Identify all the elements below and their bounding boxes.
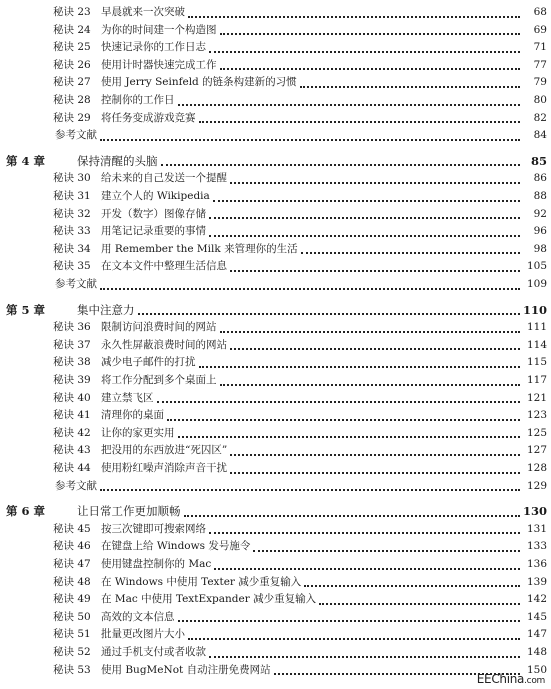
dot-leader [230,270,520,272]
toc-entry-row [0,110,551,127]
dot-leader [230,472,520,474]
entry-title: 高效的文本信息 [101,610,175,623]
page-number: 121 [526,391,547,404]
entry-number: 秘诀 23 [53,6,91,18]
dot-leader [209,532,520,534]
page-number: 79 [533,76,547,89]
page-number: 80 [533,94,547,106]
entry-number: 秘诀 24 [53,23,91,36]
page-number: 114 [526,338,547,351]
entry-title: 限制访问浪费时间的网站 [101,321,217,334]
entry-number: 秘诀 44 [53,462,91,474]
watermark-brand: EEChina [476,672,525,686]
entry-number: 秘诀 38 [53,356,91,369]
entry-number: 秘诀 34 [53,242,91,255]
toc-entry-row [0,538,551,555]
entry-title: 将任务变成游戏竞赛 [101,111,196,124]
dot-leader [213,200,520,202]
dot-leader [253,550,520,552]
page-number: 82 [533,111,547,124]
chapter-title: 集中注意力 [77,302,135,317]
watermark [477,672,545,686]
page-number: 98 [533,242,547,255]
page-number: 145 [526,610,547,623]
chapter-row [0,503,551,520]
entry-title: 给未来的自己发送一个提醒 [101,172,227,185]
dot-leader [157,401,521,403]
entry-number: 秘诀 30 [53,172,91,185]
page-number: 111 [526,321,547,334]
entry-number: 秘诀 53 [53,663,91,676]
dot-leader [220,33,521,35]
dot-leader [178,436,521,438]
entry-title: 建立个人的 Wikipedia [101,190,210,202]
dot-leader [220,68,521,70]
references-row [0,276,551,293]
entry-title: 在 Mac 中使用 TextExpander 减少重复输入 [101,593,317,606]
dot-leader [230,182,520,184]
entry-title: 控制你的工作日 [101,94,175,106]
entry-number: 秘诀 47 [53,558,91,570]
page-number: 96 [533,225,547,238]
toc-entry-row [0,258,551,275]
entry-title: 快速记录你的工作日志 [101,41,206,54]
page-number: 110 [523,302,548,317]
entry-number: 秘诀 28 [53,94,91,106]
entry-title: 参考文献 [55,129,97,142]
entry-number: 秘诀 31 [53,190,91,202]
entry-title: 使用 BugMeNot 自动注册免费网站 [101,663,271,676]
page-number: 150 [526,663,547,676]
toc-entry-row [0,206,551,223]
entry-number: 秘诀 39 [53,374,91,386]
toc-entry-row [0,662,551,679]
toc-entry-row [0,442,551,459]
dot-leader [301,252,520,254]
page-number: 133 [526,540,547,553]
watermark-tld: .com [524,676,545,686]
chapter-title: 保持清醒的头脑 [77,153,158,168]
dot-leader [304,585,520,587]
entry-number: 秘诀 48 [53,575,91,588]
page-number: 147 [526,628,547,641]
toc-entry-row [0,556,551,573]
chapter-title: 让日常工作更加顺畅 [77,504,181,519]
toc-entry-row [0,337,551,354]
toc-entry-row [0,92,551,109]
entry-title: 让你的家更实用 [101,426,175,439]
entry-number: 秘诀 42 [53,426,91,439]
entry-number: 秘诀 36 [53,321,91,334]
chapter-row [0,302,551,319]
entry-title: 在键盘上给 Windows 发号施令 [101,540,251,553]
page-number: 86 [533,172,547,185]
entry-title: 建立禁飞区 [101,391,154,404]
entry-number: 秘诀 26 [53,58,91,71]
page-number: 92 [533,207,547,220]
entry-number: 秘诀 49 [53,593,91,606]
entry-number: 秘诀 52 [53,646,91,658]
dot-leader [319,603,520,605]
chapter-number: 第 6 章 [6,504,46,519]
dot-leader [138,313,521,315]
toc-entry-row [0,22,551,39]
page-number: 88 [533,190,547,202]
entry-number: 秘诀 32 [53,207,91,220]
entry-title: 批量更改图片大小 [101,628,185,641]
page-number: 139 [526,575,547,588]
entry-number: 秘诀 51 [53,628,91,641]
chapter-number: 第 5 章 [6,302,46,317]
entry-title: 使用 Jerry Seinfeld 的链条构建新的习惯 [101,76,297,89]
page-number: 115 [526,356,547,369]
entry-title: 清理你的桌面 [101,409,164,422]
entry-title: 按三次键即可搜索网络 [101,522,206,535]
references-row [0,478,551,495]
entry-number: 秘诀 45 [53,522,91,535]
entry-title: 把没用的东西放进“死囚区” [101,444,228,457]
toc-entry-row [0,626,551,643]
toc-entry-row [0,390,551,407]
dot-leader [188,16,520,18]
dot-leader [167,419,520,421]
page-number: 136 [526,558,547,570]
page-number: 105 [526,260,547,273]
chapter-number: 第 4 章 [6,153,46,168]
page-number: 148 [526,646,547,658]
toc-entry-row [0,319,551,336]
dot-leader [230,348,520,350]
entry-title: 使用粉红噪声消除声音干扰 [101,462,227,474]
dot-leader [209,235,520,237]
entry-title: 参考文献 [55,479,97,492]
entry-title: 通过手机支付或者收款 [101,646,206,658]
entry-title: 参考文献 [55,278,97,290]
toc-entry-row [0,170,551,187]
dot-leader [188,638,520,640]
toc-entry-row [0,39,551,56]
page-number: 131 [526,522,547,535]
toc-entry-row [0,425,551,442]
dot-leader [300,86,520,88]
entry-number: 秘诀 27 [53,76,91,89]
toc-entry-row [0,241,551,258]
page-number: 129 [526,479,547,492]
toc-entry-row [0,644,551,661]
entry-number: 秘诀 33 [53,225,91,238]
toc-entry-row [0,521,551,538]
references-row [0,127,551,144]
entry-title: 用 Remember the Milk 来管理你的生活 [101,242,298,255]
entry-title: 永久性屏蔽浪费时间的网站 [101,338,227,351]
toc-entry-row [0,223,551,240]
toc-entry-row [0,460,551,477]
toc-entry-row [0,407,551,424]
toc-entry-row [0,354,551,371]
page-number: 123 [526,409,547,422]
toc-entry-row [0,74,551,91]
dot-leader [209,656,520,658]
page-number: 130 [523,504,548,519]
page-number: 117 [526,374,547,386]
entry-title: 在文本文件中整理生活信息 [101,260,227,273]
dot-leader [230,454,520,456]
dot-leader [100,139,520,141]
dot-leader [184,515,521,517]
dot-leader [178,104,521,106]
entry-title: 使用计时器快速完成工作 [101,58,217,71]
entry-number: 秘诀 40 [53,391,91,404]
entry-title: 早晨就来一次突破 [101,6,185,18]
entry-title: 为你的时间建一个构造图 [101,23,217,36]
dot-leader [100,288,520,290]
page-number: 69 [533,23,547,36]
toc-entry-row [0,188,551,205]
page-number: 127 [526,444,547,457]
page-number: 85 [530,153,547,168]
entry-title: 减少电子邮件的打扰 [101,356,196,369]
entry-number: 秘诀 50 [53,610,91,623]
dot-leader [209,217,520,219]
dot-leader [220,384,521,386]
dot-leader [209,51,520,53]
chapter-row [0,153,551,170]
toc-entry-row [0,609,551,626]
dot-leader [214,568,520,570]
entry-title: 用笔记记录重要的事情 [101,225,206,238]
page-number: 109 [526,278,547,290]
entry-number: 秘诀 43 [53,444,91,457]
page-number: 84 [533,129,547,142]
dot-leader [199,366,521,368]
entry-number: 秘诀 37 [53,338,91,351]
entry-number: 秘诀 25 [53,41,91,54]
dot-leader [161,164,521,166]
entry-number: 秘诀 35 [53,260,91,273]
page-number: 71 [533,41,547,54]
toc-entry-row [0,574,551,591]
toc-entry-row [0,57,551,74]
toc-entry-row [0,372,551,389]
dot-leader [100,489,520,491]
toc-entry-row [0,4,551,21]
entry-number: 秘诀 29 [53,111,91,124]
page-number: 68 [533,6,547,18]
entry-number: 秘诀 46 [53,540,91,553]
page-number: 125 [526,426,547,439]
entry-title: 将工作分配到多个桌面上 [101,374,217,386]
entry-number: 秘诀 41 [53,409,91,422]
dot-leader [178,620,521,622]
entry-title: 在 Windows 中使用 Texter 减少重复输入 [101,575,302,588]
dot-leader [199,121,521,123]
page-number: 142 [526,593,547,606]
dot-leader [220,331,521,333]
toc-entry-row [0,591,551,608]
page-number: 77 [533,58,547,71]
entry-title: 开发（数字）图像存储 [101,207,206,220]
page-number: 128 [526,462,547,474]
entry-title: 使用键盘控制你的 Mac [101,558,212,570]
